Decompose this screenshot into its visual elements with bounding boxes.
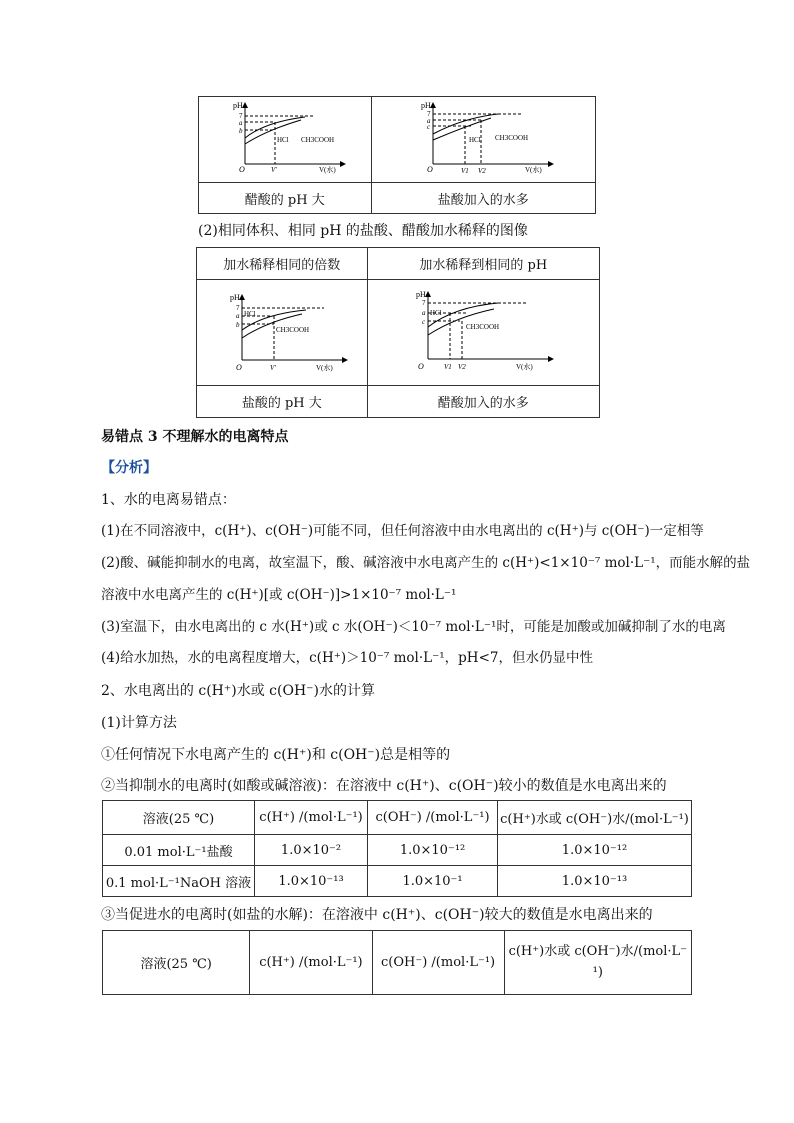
dilution-graph-2 — [403, 98, 563, 178]
header-line: c(H⁺)水或 c(OH⁻)水/(mol·L⁻ — [508, 943, 688, 959]
table-row — [103, 835, 692, 866]
graph-label: b — [235, 320, 240, 329]
graph-label: V2 — [478, 166, 487, 175]
graph-label: V(水) — [318, 165, 336, 174]
paragraph: (1)计算方法 — [101, 715, 177, 731]
graph-cell — [371, 97, 595, 183]
graph-caption: 盐酸的 pH 大 — [197, 386, 368, 418]
paragraph: (4)给水加热，水的电离程度增大，c(H⁺)＞10⁻⁷ mol·L⁻¹，pH<7，但水仍显中性 — [101, 650, 593, 666]
graph-label: CH3COOH — [275, 325, 309, 334]
graph-label: V' — [270, 165, 277, 174]
paragraph: 2、水电离出的 c(H⁺)水或 c(OH⁻)水的计算 — [101, 683, 376, 699]
graph-caption: 醋酸加入的水多 — [367, 386, 599, 418]
header-line: ¹) — [592, 964, 603, 980]
paragraph: (1)在不同溶液中，c(H⁺)、c(OH⁻)可能不同，但任何溶液中由水电离出的 c(H⁺)与 c(OH⁻)一定相等 — [101, 523, 704, 539]
graph-label: V1 — [444, 362, 453, 371]
ion-table-1 — [102, 800, 692, 897]
graph-label: 7 — [427, 109, 431, 118]
table-header: 溶液(25 ℃) — [103, 801, 255, 835]
graph-label: O — [418, 361, 425, 371]
graph-label: c — [422, 317, 426, 326]
table-cell: 1.0×10⁻¹² — [498, 835, 692, 866]
graph-label: 7 — [238, 111, 243, 120]
paragraph: (2)酸、碱能抑制水的电离，故室温下，酸、碱溶液中水电离产生的 c(H⁺)<1×10⁻⁷ mol·L⁻¹，而能水解的盐 — [101, 555, 751, 571]
section-title: 易错点 3 不理解水的电离特点 — [101, 429, 289, 445]
graph-label: V2 — [458, 362, 467, 371]
table-header: 加水稀释相同的倍数 — [197, 248, 368, 280]
table-header: 溶液(25 ℃) — [103, 931, 250, 995]
graph-label: V' — [269, 363, 276, 372]
graph-label: 7 — [422, 298, 426, 307]
graph-label: O — [235, 362, 242, 372]
graph-label: pH — [229, 292, 240, 302]
paragraph: (3)室温下，由水电离出的 c 水(H⁺)或 c 水(OH⁻)＜10⁻⁷ mol·L⁻¹时，可能是加酸或加碱抑制了水的电离 — [101, 619, 726, 635]
paragraph: ①任何情况下水电离产生的 c(H⁺)和 c(OH⁻)总是相等的 — [101, 747, 451, 763]
table-header: c(H⁺) /(mol·L⁻¹) — [254, 801, 367, 835]
table-cell: 1.0×10⁻¹³ — [498, 866, 692, 897]
graph-label: pH — [416, 289, 427, 299]
table-cell: 1.0×10⁻¹ — [368, 866, 498, 897]
graph-label: 7 — [235, 303, 240, 312]
graph-label: pH — [421, 100, 432, 110]
graph-label: CH3COOH — [495, 133, 529, 142]
graph-caption: 盐酸加入的水多 — [371, 183, 595, 214]
graph-label: HCl — [469, 135, 481, 144]
paragraph: ②当抑制水的电离时(如酸或碱溶液)：在溶液中 c(H⁺)、c(OH⁻)较小的数值是水电离出来的 — [101, 778, 667, 794]
graph-cell — [367, 280, 599, 386]
graph-cell — [199, 97, 372, 183]
paragraph: ③当促进水的电离时(如盐的水解)：在溶液中 c(H⁺)、c(OH⁻)较大的数值是水电离出来的 — [101, 907, 653, 923]
table-cell: 0.1 mol·L⁻¹NaOH 溶液 — [103, 866, 255, 897]
graph-label: a — [238, 118, 243, 127]
graph-label: pH — [232, 100, 243, 110]
graph-label: V(水) — [516, 362, 534, 371]
table-cell: 1.0×10⁻¹³ — [254, 866, 367, 897]
graph-label: O — [238, 164, 245, 174]
graph-label: O — [427, 164, 434, 174]
graph-table-2 — [196, 247, 600, 418]
graph-label: b — [238, 126, 243, 135]
graph-label: V(水) — [525, 165, 542, 174]
table-header: c(H⁺) /(mol·L⁻¹) — [250, 931, 372, 995]
graph-label: CH3COOH — [300, 135, 334, 144]
graph-cell — [197, 280, 368, 386]
graph-label: HCl — [276, 135, 289, 144]
graph-label: CH3COOH — [466, 322, 500, 331]
ion-table-2 — [102, 930, 692, 995]
graph-label: a — [422, 308, 426, 317]
table-cell: 0.01 mol·L⁻¹盐酸 — [103, 835, 255, 866]
table-header — [504, 931, 691, 995]
table-cell: 1.0×10⁻¹² — [368, 835, 498, 866]
dilution-graph-4 — [398, 283, 568, 379]
table-header: c(OH⁻) /(mol·L⁻¹) — [368, 801, 498, 835]
paragraph: 1、水的电离易错点： — [101, 492, 236, 508]
graph-label: c — [427, 122, 431, 131]
table-cell: 1.0×10⁻² — [254, 835, 367, 866]
graph-label: HCl — [430, 308, 442, 317]
graph-label: V(水) — [315, 363, 333, 372]
graph-label: a — [235, 311, 240, 320]
graph-label: V1 — [461, 166, 470, 175]
dilution-graph-1 — [205, 98, 365, 178]
graph-caption: 醋酸的 pH 大 — [199, 183, 372, 214]
table-header: 加水稀释到相同的 pH — [367, 248, 599, 280]
table-header: c(OH⁻) /(mol·L⁻¹) — [372, 931, 504, 995]
paragraph: 溶液中水电离产生的 c(H⁺)[或 c(OH⁻)]>1×10⁻⁷ mol·L⁻¹ — [101, 587, 457, 603]
graph-label: a — [427, 116, 431, 125]
graph-table-1 — [198, 96, 596, 214]
dilution-graph-3 — [202, 286, 362, 376]
analysis-label: 【分析】 — [101, 460, 157, 476]
table-header: c(H⁺)水或 c(OH⁻)水/(mol·L⁻¹) — [498, 801, 692, 835]
graph-label: HCl — [243, 309, 256, 318]
subheading: (2)相同体积、相同 pH 的盐酸、醋酸加水稀释的图像 — [198, 223, 528, 239]
table-row — [103, 866, 692, 897]
